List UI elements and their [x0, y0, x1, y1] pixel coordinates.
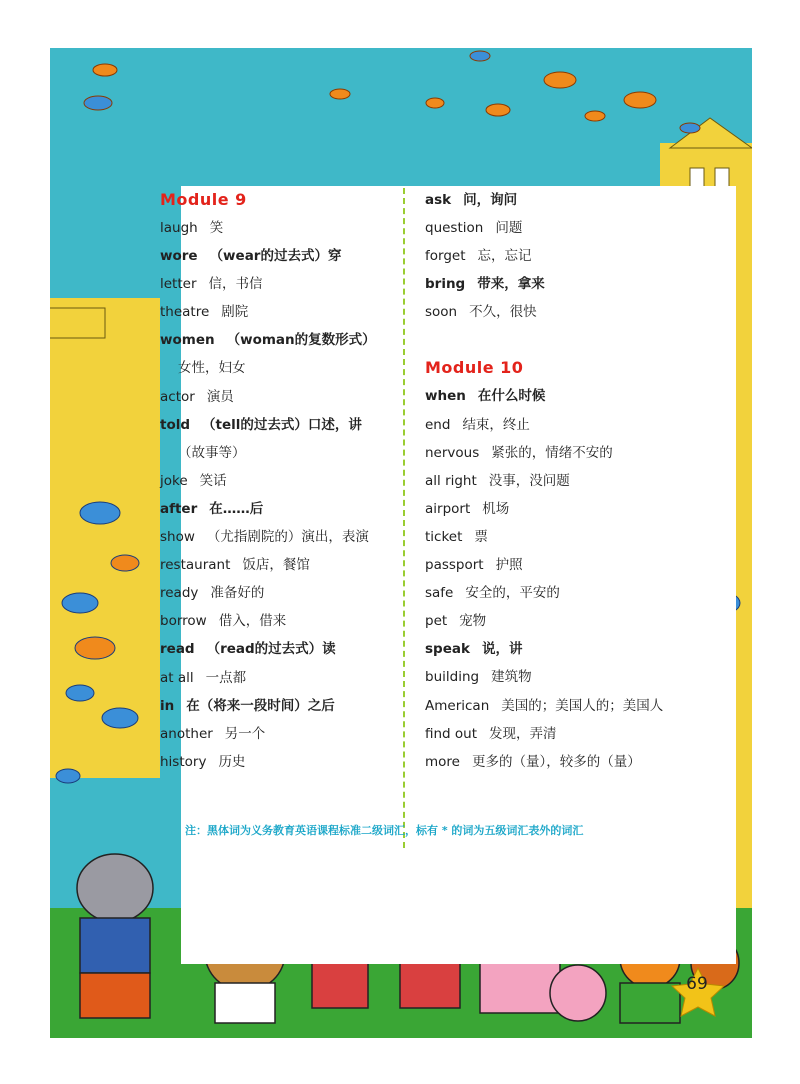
vocab-entry — [160, 214, 395, 242]
vocab-meaning: 信，书信 — [208, 276, 263, 293]
vocab-meaning: 另一个 — [224, 725, 266, 742]
vocab-meaning: 护照 — [495, 557, 523, 574]
vocab-meaning: 票 — [474, 528, 488, 545]
vocab-meaning: 在……后 — [209, 500, 264, 517]
vocab-entry — [160, 579, 395, 607]
vocab-entry — [425, 720, 695, 748]
vocab-word: building — [425, 669, 480, 686]
vocab-entry — [425, 523, 695, 551]
vocab-entry — [160, 607, 395, 635]
word-list — [160, 214, 395, 776]
vocab-meaning: 在什么时候 — [477, 388, 546, 405]
vocab-entry — [425, 635, 695, 663]
vocab-meaning: （wear的过去式）穿 — [209, 248, 342, 265]
vocab-meaning: （woman的复数形式） — [226, 332, 376, 349]
left-column — [160, 186, 395, 776]
vocab-entry — [425, 495, 695, 523]
vocab-entry — [425, 579, 695, 607]
word-list — [425, 186, 695, 326]
vocab-word: letter — [160, 276, 197, 293]
vocab-entry — [160, 664, 395, 692]
vocab-word: women — [160, 332, 215, 349]
vocab-entry — [160, 692, 395, 720]
vocab-meaning: 笑 — [209, 220, 224, 236]
vocab-entry — [425, 439, 695, 467]
vocab-word: show — [160, 529, 195, 546]
vocab-meaning: 带来，拿来 — [477, 276, 545, 293]
page-number: 69 — [686, 974, 708, 994]
vocab-meaning: 忘，忘记 — [477, 248, 532, 265]
vocab-entry — [160, 748, 395, 776]
vocab-meaning: （尤指剧院的）演出，表演 — [206, 529, 369, 546]
vocab-entry — [425, 411, 695, 439]
vocab-meaning: 剧院 — [221, 304, 249, 321]
vocab-word: more — [425, 753, 460, 770]
vocab-meaning: 问题 — [495, 220, 523, 237]
vocab-meaning: 说，讲 — [481, 641, 523, 658]
vocab-meaning: 发现，弄清 — [489, 725, 557, 742]
vocab-word: after — [160, 500, 198, 517]
vocab-entry — [160, 495, 395, 523]
vocab-word: history — [160, 753, 207, 770]
vocab-entry — [425, 663, 695, 691]
vocab-word: soon — [425, 304, 458, 321]
vocab-entry — [160, 270, 395, 298]
vocab-meaning: 安全的，平安的 — [465, 585, 560, 602]
vocab-meaning: 建筑物 — [491, 669, 532, 686]
vocab-entry — [425, 242, 695, 270]
vocab-meaning: 历史 — [218, 753, 246, 770]
vocab-word: borrow — [160, 613, 207, 630]
vocab-entry — [425, 382, 695, 410]
vocab-entry — [425, 270, 695, 298]
fish-icon — [84, 51, 700, 133]
vocab-entry — [160, 242, 395, 270]
column-divider — [403, 188, 405, 848]
vocab-meaning: 一点都 — [205, 669, 247, 686]
vocab-word: told — [160, 416, 191, 433]
vocab-word: laugh — [160, 220, 198, 236]
vocab-meaning: 不久，很快 — [469, 304, 537, 321]
vocab-word: American — [425, 697, 490, 714]
vocab-entry — [425, 214, 695, 242]
vocab-meaning-continued: （故事等） — [178, 444, 246, 461]
vocab-entry — [160, 383, 395, 411]
vocab-entry — [425, 551, 695, 579]
vocab-entry — [160, 467, 395, 495]
footnote: 注：黑体词为义务教育英语课程标准二级词汇，标有 * 的词为五级词汇表外的词汇 — [185, 824, 584, 837]
vocab-word: joke — [160, 472, 188, 489]
vocab-meaning-continued: 女性，妇女 — [178, 360, 246, 377]
vocab-meaning: （read的过去式）读 — [206, 641, 336, 658]
vocab-meaning: （tell的过去式）口述，讲 — [202, 416, 362, 433]
vocab-word: bring — [425, 276, 466, 293]
vocab-meaning: 笑话 — [199, 472, 227, 489]
vocab-meaning: 更多的（量），较多的（量） — [471, 753, 641, 770]
right-column — [425, 186, 695, 776]
module-heading: Module 9 — [160, 190, 247, 209]
vocab-meaning: 演员 — [206, 388, 234, 405]
vocab-word: at all — [160, 669, 194, 686]
vocab-meaning: 问，询问 — [463, 192, 518, 208]
vocab-word: wore — [160, 248, 198, 265]
vocab-entry — [160, 551, 395, 579]
vocab-word: airport — [425, 500, 471, 517]
vocab-word: when — [425, 388, 466, 405]
vocab-entry — [425, 748, 695, 776]
vocab-word: ticket — [425, 528, 463, 545]
vocab-meaning: 没事，没问题 — [488, 472, 570, 489]
vocab-meaning: 美国的；美国人的；美国人 — [501, 697, 664, 714]
vocab-meaning: 结束，终止 — [462, 416, 530, 433]
vocab-word: actor — [160, 388, 195, 405]
vocab-entry — [425, 607, 695, 635]
vocab-word: restaurant — [160, 557, 231, 574]
vocab-word: speak — [425, 641, 470, 658]
word-list — [425, 382, 695, 775]
vocab-word: find out — [425, 725, 478, 742]
vocab-entry — [425, 186, 695, 214]
module-heading: Module 10 — [425, 358, 524, 378]
vocab-entry — [160, 298, 395, 326]
vocab-meaning: 宠物 — [459, 613, 487, 630]
vocab-word: in — [160, 697, 175, 714]
vocab-word: another — [160, 725, 213, 742]
vocab-word: ask — [425, 192, 452, 208]
vocab-word: theatre — [160, 304, 210, 321]
vocab-entry — [160, 326, 395, 382]
vocab-word: all right — [425, 472, 477, 489]
vocab-word: pet — [425, 613, 448, 630]
vocab-meaning: 机场 — [482, 500, 510, 517]
vocab-word: safe — [425, 585, 454, 602]
vocab-entry — [160, 411, 395, 467]
vocab-meaning: 在（将来一段时间）之后 — [186, 697, 335, 714]
vocab-meaning: 饭店，餐馆 — [242, 557, 310, 574]
vocab-word: question — [425, 220, 484, 237]
vocab-meaning: 借入，借来 — [218, 613, 287, 630]
vocab-word: read — [160, 641, 195, 658]
vocab-entry — [425, 298, 695, 326]
vocab-word: ready — [160, 585, 199, 602]
vocab-word: end — [425, 416, 451, 433]
vocab-entry — [160, 720, 395, 748]
vocab-meaning: 紧张的，情绪不安的 — [491, 444, 613, 461]
vocab-entry — [160, 523, 395, 551]
vocab-entry — [425, 692, 695, 720]
vocab-word: nervous — [425, 444, 480, 461]
vocab-word: passport — [425, 557, 484, 574]
vocab-entry — [425, 467, 695, 495]
vocab-meaning: 准备好的 — [210, 585, 265, 602]
vocab-entry — [160, 635, 395, 663]
vocab-word: forget — [425, 248, 466, 265]
